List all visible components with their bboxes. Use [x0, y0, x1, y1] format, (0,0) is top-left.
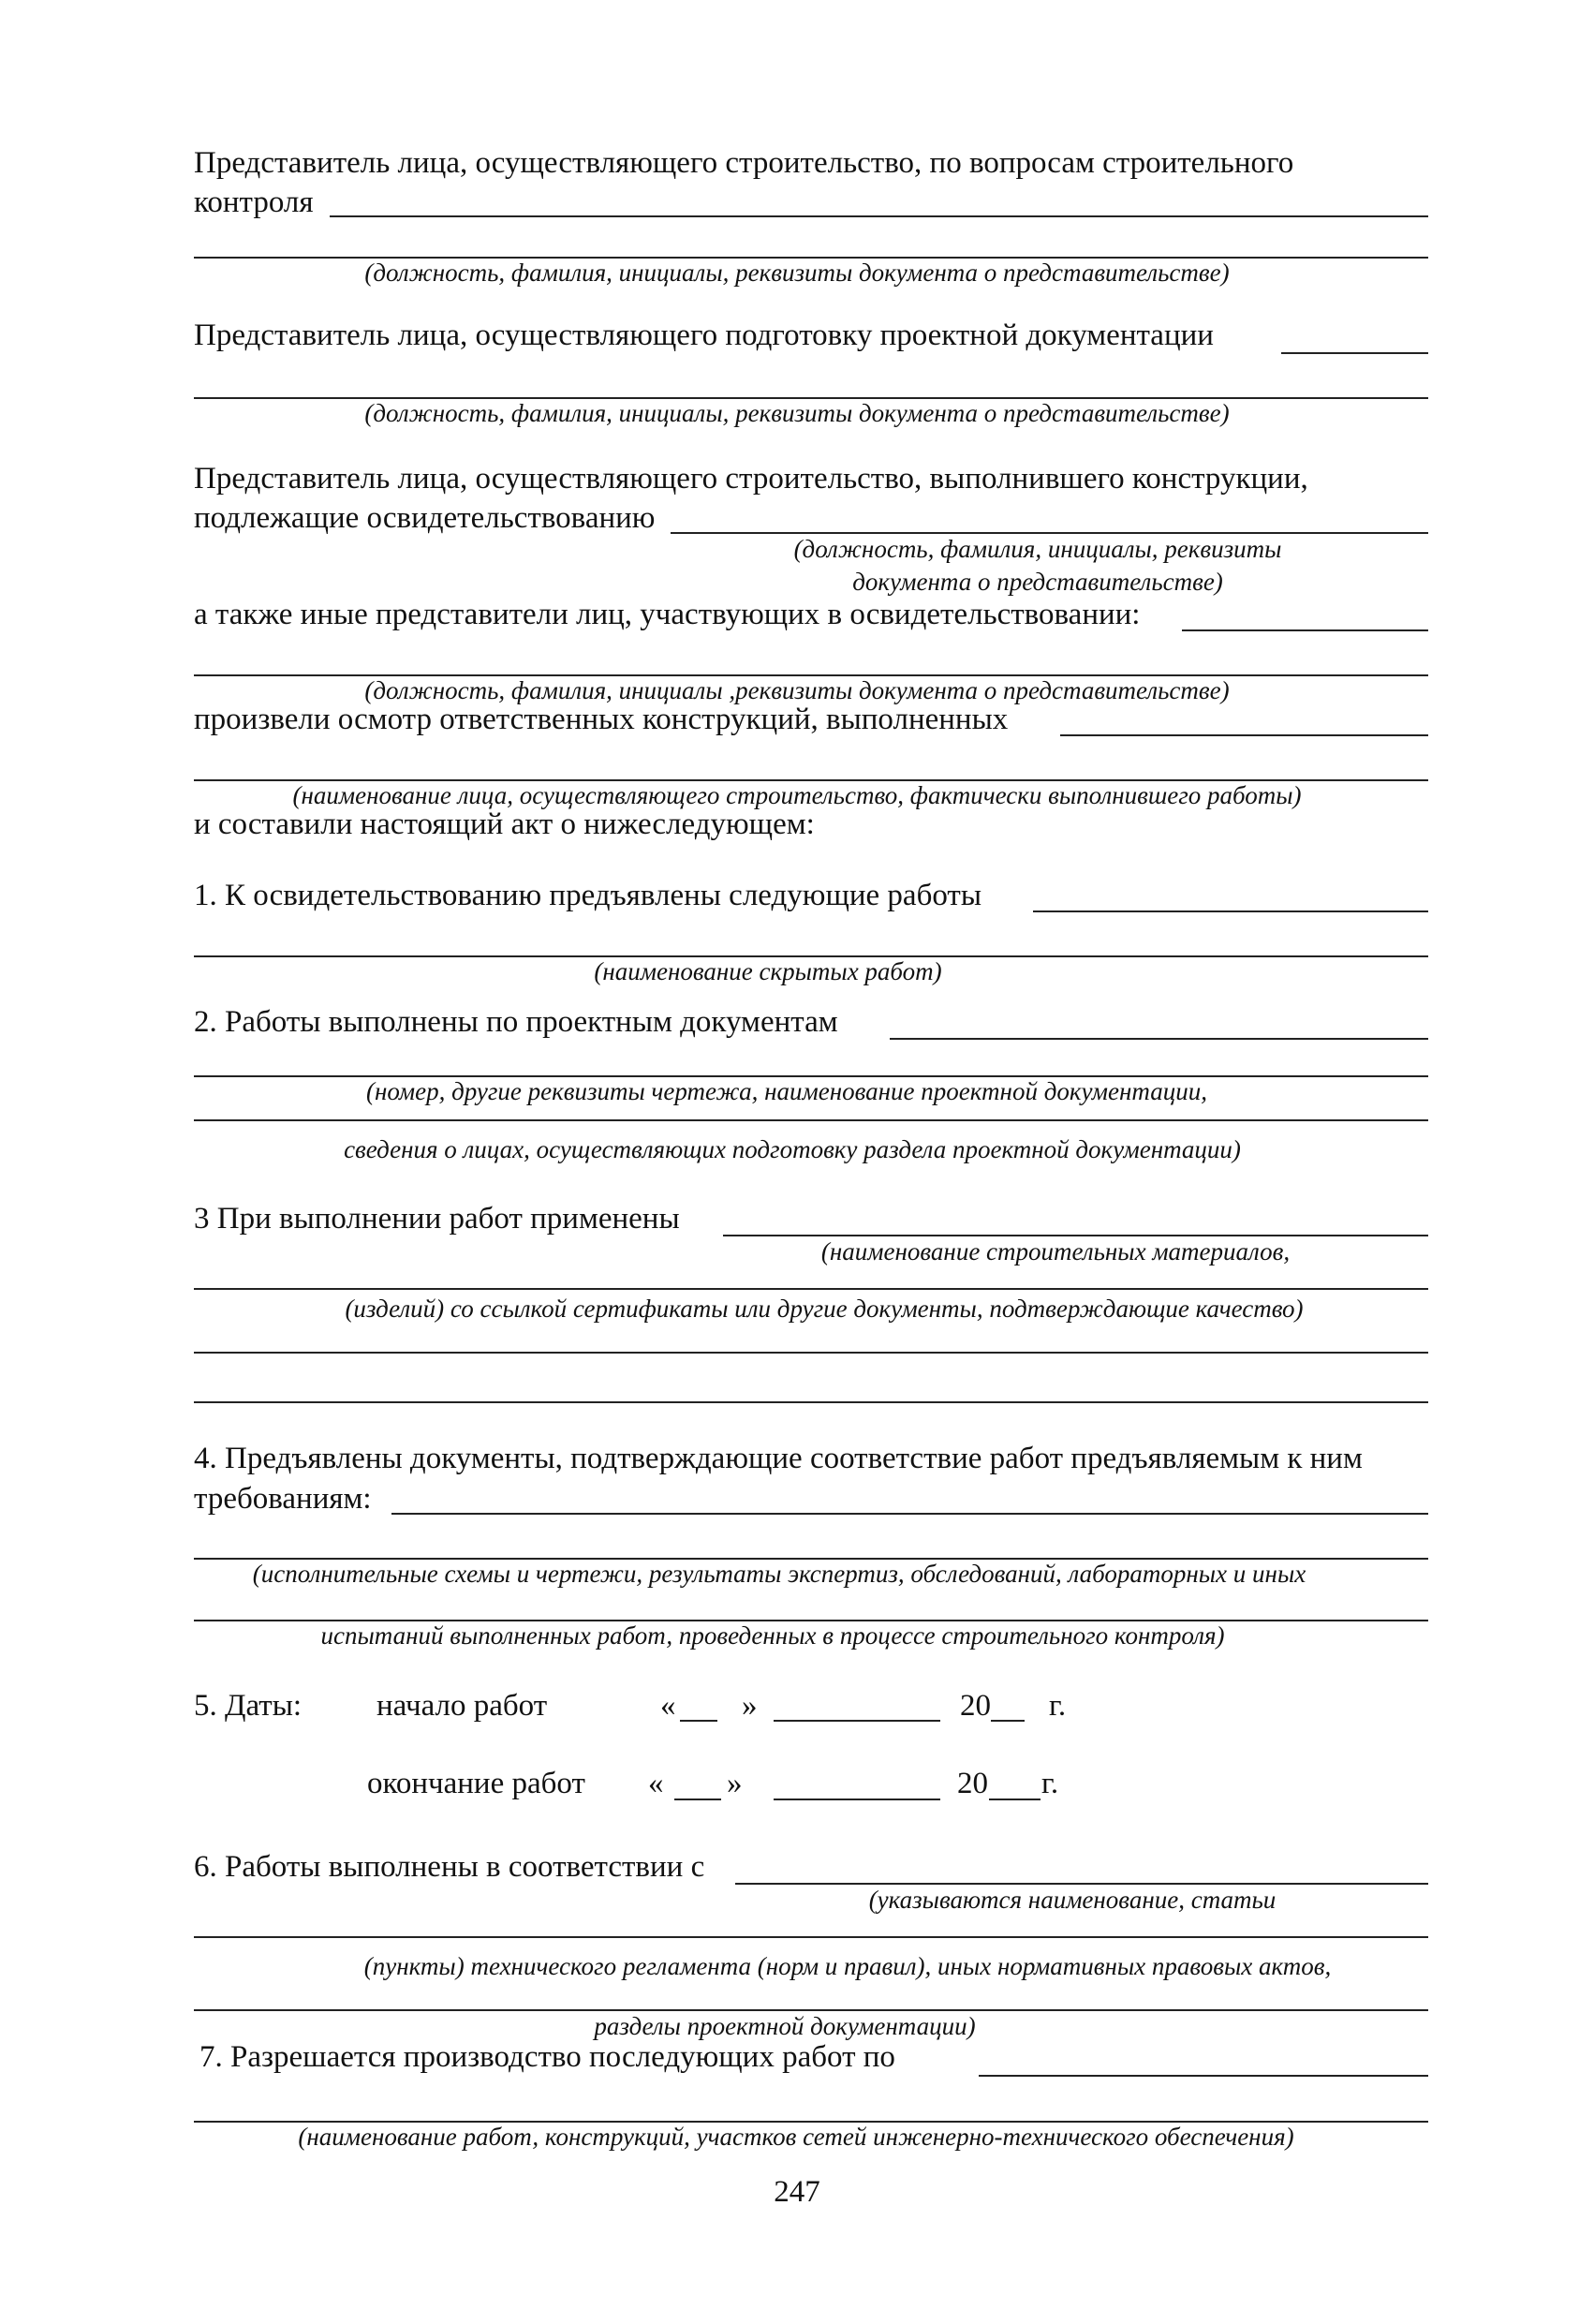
materials-label: 3 При выполнении работ применены: [194, 1202, 680, 1236]
end-year-prefix: 20: [957, 1767, 988, 1800]
other-reps-field[interactable]: [1182, 629, 1428, 631]
design-docs-caption-2: сведения о лицах, осуществляющих подготовку раздела проектной документации): [344, 1135, 1241, 1163]
builder-rep-label-cont: подлежащие освидетельствованию: [194, 501, 656, 535]
next-works-field[interactable]: [979, 2075, 1428, 2077]
presented-works-field[interactable]: [1033, 910, 1428, 912]
page-number: 247: [774, 2175, 820, 2209]
builder-rep-field[interactable]: [671, 532, 1428, 534]
builder-rep-caption-2: документа о представительстве): [852, 568, 1223, 596]
compliance-docs-caption-2: испытаний выполненных работ, проведенных в процессе строительного контроля): [320, 1621, 1225, 1650]
end-year-field[interactable]: [989, 1799, 1041, 1800]
materials-caption-2: (изделий) со ссылкой сертификаты или другие документы, подтверждающие качество): [345, 1295, 1304, 1323]
inspection-label: произвели осмотр ответственных конструкций, выполненных: [194, 703, 1009, 736]
regulations-field[interactable]: [735, 1883, 1428, 1885]
regulations-caption-2: (пункты) технического регламента (норм и правил), иных нормативных правовых актов,: [363, 1952, 1332, 1980]
act-intro-label: и составили настоящий акт о нижеследующем:: [194, 807, 815, 841]
start-year-prefix: 20: [960, 1689, 991, 1723]
compliance-docs-caption-1: (исполнительные схемы и чертежи, результаты экспертиз, обследований, лабораторных и иных: [252, 1560, 1306, 1588]
dates-label: 5. Даты:: [194, 1689, 303, 1723]
construction-control-rep-label: Представитель лица, осуществляющего строительство, по вопросам строительного: [194, 146, 1294, 180]
start-year-suffix: г.: [1049, 1689, 1067, 1723]
builder-rep-label: Представитель лица, осуществляющего строительство, выполнившего конструкции,: [194, 462, 1308, 496]
end-day-quote-close: »: [727, 1767, 743, 1800]
construction-control-rep-label-cont: контроля: [194, 185, 314, 219]
design-docs-caption-1: (номер, другие реквизиты чертежа, наименование проектной документации,: [366, 1077, 1207, 1105]
compliance-docs-label: 4. Предъявлены документы, подтверждающие соответствие работ предъявляемым к ним: [194, 1442, 1363, 1475]
materials-caption-1: (наименование строительных материалов,: [820, 1237, 1291, 1266]
builder-rep-caption-1: (должность, фамилия, инициалы, реквизиты: [793, 535, 1282, 563]
performer-field[interactable]: [1060, 734, 1428, 736]
construction-control-rep-caption: (должность, фамилия, инициалы, реквизиты документа о представительстве): [364, 259, 1230, 287]
end-date-label: окончание работ: [367, 1767, 585, 1800]
construction-control-rep-field[interactable]: [330, 215, 1428, 217]
presented-works-caption: (наименование скрытых работ): [594, 957, 942, 985]
start-month-field[interactable]: [774, 1720, 940, 1722]
end-year-suffix: г.: [1041, 1767, 1059, 1800]
compliance-docs-label-cont: требованиям:: [194, 1482, 372, 1516]
compliance-docs-field[interactable]: [391, 1513, 1428, 1515]
other-reps-label: а также иные представители лиц, участвующих в освидетельствовании:: [194, 598, 1141, 631]
design-rep-caption: (должность, фамилия, инициалы, реквизиты документа о представительстве): [364, 399, 1230, 427]
end-month-field[interactable]: [774, 1799, 940, 1800]
end-day-quote-open: «: [648, 1767, 664, 1800]
materials-field-4[interactable]: [194, 1401, 1428, 1403]
other-reps-caption: (должность, фамилия, инициалы ,реквизиты документа о представительстве): [364, 676, 1230, 704]
materials-field-3[interactable]: [194, 1352, 1428, 1354]
design-docs-label: 2. Работы выполнены по проектным документам: [194, 1005, 838, 1039]
start-day-quote-open: «: [660, 1689, 676, 1723]
start-year-field[interactable]: [991, 1720, 1025, 1722]
regulations-caption-3: разделы проектной документации): [594, 2012, 976, 2040]
start-day-field[interactable]: [680, 1720, 717, 1722]
regulations-caption-1: (указываются наименование, статьи: [868, 1886, 1277, 1914]
regulations-field-3[interactable]: [194, 2009, 1428, 2011]
start-day-quote-close: »: [742, 1689, 758, 1723]
materials-field-2[interactable]: [194, 1288, 1428, 1290]
materials-field[interactable]: [723, 1235, 1428, 1236]
design-docs-field[interactable]: [890, 1038, 1428, 1040]
design-docs-field-3[interactable]: [194, 1119, 1428, 1121]
presented-works-label: 1. К освидетельствованию предъявлены следующие работы: [194, 879, 982, 912]
regulations-label: 6. Работы выполнены в соответствии с: [194, 1850, 705, 1884]
next-works-caption: (наименование работ, конструкций, участков сетей инженерно-технического обеспечения): [298, 2123, 1294, 2151]
end-day-field[interactable]: [674, 1799, 721, 1800]
performer-caption: (наименование лица, осуществляющего строительство, фактически выполнившего работы): [292, 781, 1302, 809]
design-rep-label: Представитель лица, осуществляющего подготовку проектной документации: [194, 318, 1214, 352]
start-date-label: начало работ: [376, 1689, 548, 1723]
next-works-label: 7. Разрешается производство последующих работ по: [199, 2040, 895, 2074]
regulations-field-2[interactable]: [194, 1936, 1428, 1938]
design-rep-field[interactable]: [1281, 352, 1428, 354]
